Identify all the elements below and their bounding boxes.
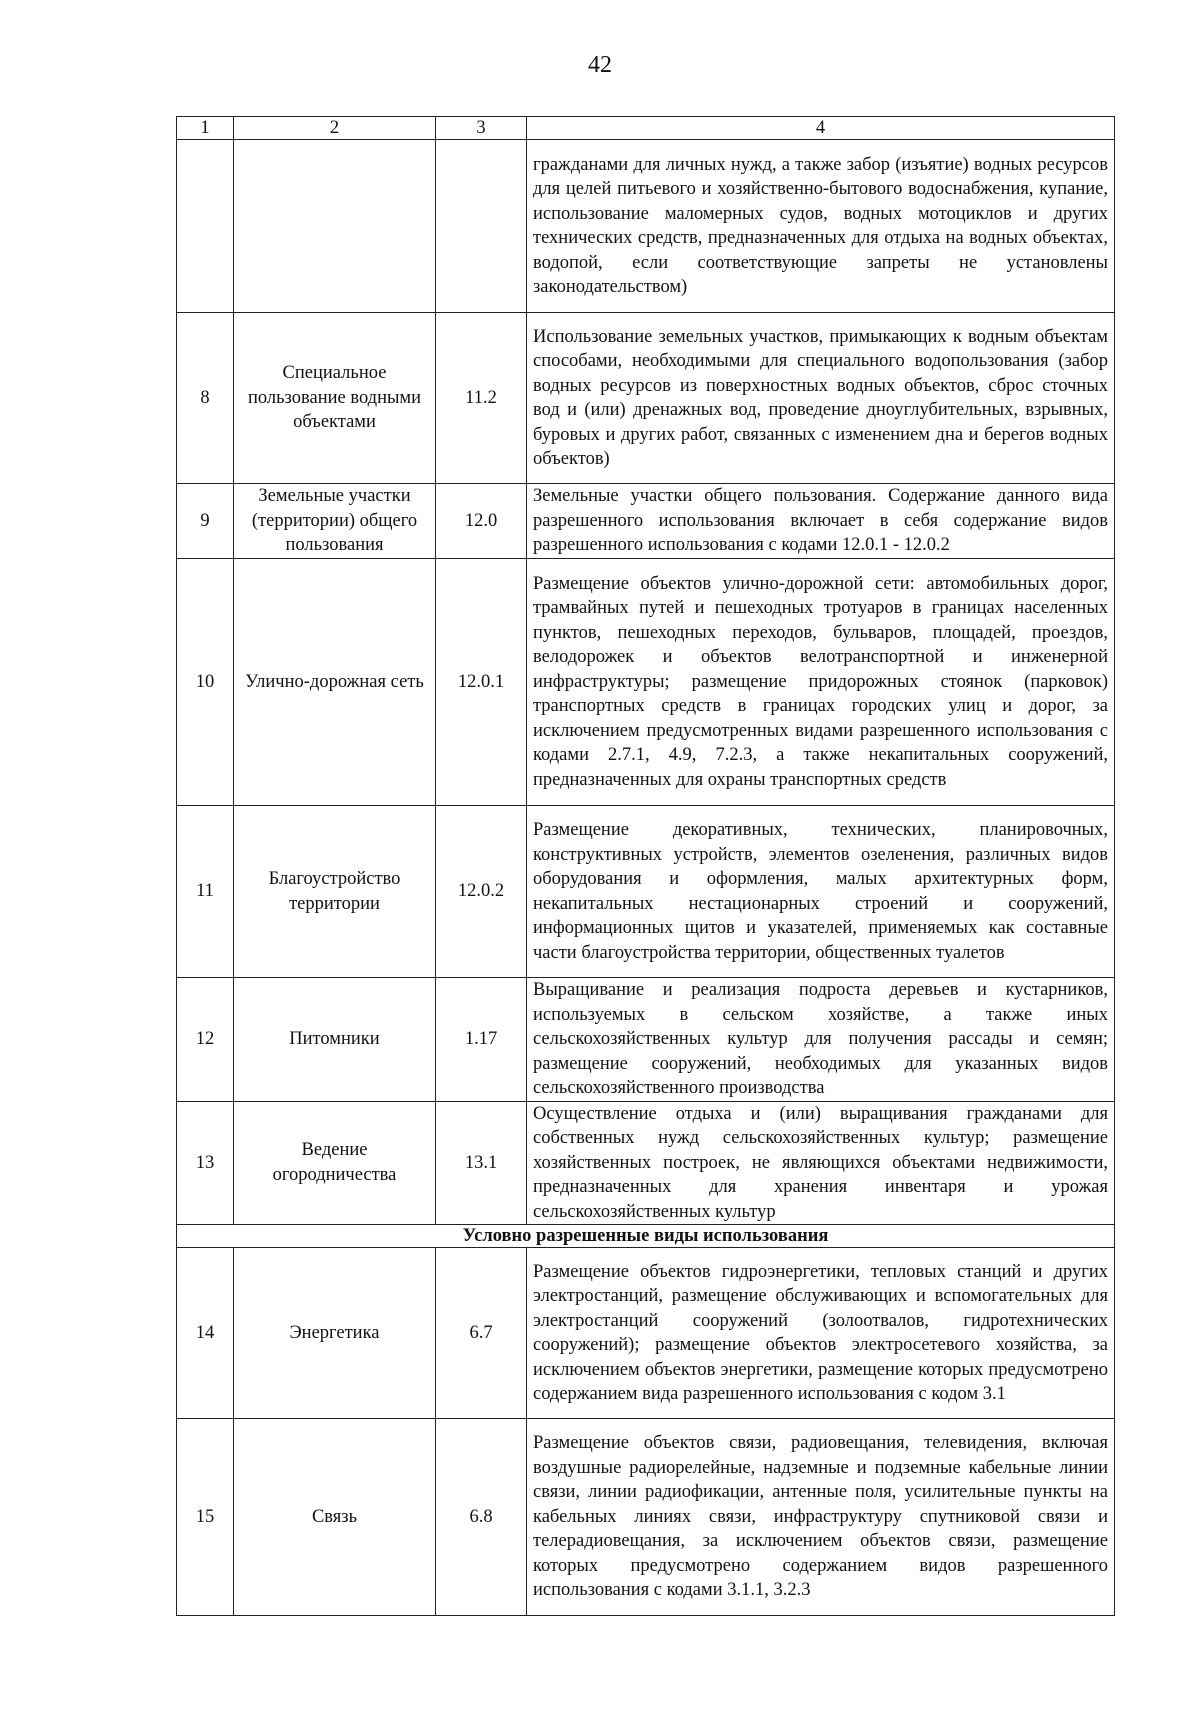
row-number: 10 (177, 559, 234, 806)
use-code: 1.17 (436, 978, 527, 1102)
table-row (177, 484, 1115, 559)
header-col-1: 1 (177, 117, 234, 140)
table-row (177, 140, 1115, 313)
table-row (177, 559, 1115, 806)
use-description: Осуществление отдыха и (или) выращивания гражданами для собственных нужд сельскохозяйственных культур; размещение хозяйственных построек, не являющихся объектами недвижимости, предназначенных для хранения инвентаря и урожая сельскохозяйственных культур (527, 1101, 1115, 1225)
table-row (177, 806, 1115, 978)
header-col-4: 4 (527, 117, 1115, 140)
row-number (177, 140, 234, 313)
use-code: 12.0.2 (436, 806, 527, 978)
row-number: 12 (177, 978, 234, 1102)
table-row (177, 978, 1115, 1102)
use-description: Размещение объектов связи, радиовещания, телевидения, включая воздушные радиорелейные, надземные и подземные кабельные линии связи, линии радиофикации, антенные поля, усилительные пункты на кабельных линиях связи, инфраструктуру спутниковой связи и телерадиовещания, за исключением объектов связи, размещение которых предусмотрено содержанием видов разрешенного использования с кодами 3.1.1, 3.2.3 (527, 1419, 1115, 1616)
use-name: Земельные участки (территории) общего пользования (234, 484, 436, 559)
use-code: 12.0.1 (436, 559, 527, 806)
use-name: Питомники (234, 978, 436, 1102)
table-row (177, 313, 1115, 484)
table-row (177, 1419, 1115, 1616)
use-code (436, 140, 527, 313)
header-col-3: 3 (436, 117, 527, 140)
use-code: 6.7 (436, 1248, 527, 1419)
use-description: Размещение объектов улично-дорожной сети: автомобильных дорог, трамвайных путей и пешеходных тротуаров в границах населенных пунктов, пешеходных переходов, бульваров, площадей, проездов, велодорожек и объектов велотранспортной и инженерной инфраструктуры; размещение придорожных стоянок (парковок) транспортных средств в границах городских улиц и дорог, за исключением предусмотренных видами разрешенного использования с кодами 2.7.1, 4.9, 7.2.3, а также некапитальных сооружений, предназначенных для охраны транспортных средств (527, 559, 1115, 806)
use-description: гражданами для личных нужд, а также забор (изъятие) водных ресурсов для целей питьевого и хозяйственно-бытового водоснабжения, купание, использование маломерных судов, водных мотоциклов и других технических средств, предназначенных для отдыха на водных объектах, водопой, если соответствующие запреты не установлены законодательством) (527, 140, 1115, 313)
table-row (177, 1248, 1115, 1419)
use-name: Улично-дорожная сеть (234, 559, 436, 806)
use-name: Специальное пользование водными объектами (234, 313, 436, 484)
use-name: Благоустройство территории (234, 806, 436, 978)
use-code: 12.0 (436, 484, 527, 559)
use-code: 6.8 (436, 1419, 527, 1616)
use-name (234, 140, 436, 313)
use-code: 13.1 (436, 1101, 527, 1225)
section-title: Условно разрешенные виды использования (177, 1225, 1115, 1248)
use-description: Размещение объектов гидроэнергетики, тепловых станций и других электростанций, размещение обслуживающих и вспомогательных для электростанций сооружений (золоотвалов, гидротехнических сооружений); размещение объектов электросетевого хозяйства, за исключением объектов энергетики, размещение которых предусмотрено содержанием вида разрешенного использования с кодом 3.1 (527, 1248, 1115, 1419)
row-number: 13 (177, 1101, 234, 1225)
row-number: 15 (177, 1419, 234, 1616)
page-number: 42 (588, 52, 612, 78)
use-description: Размещение декоративных, технических, планировочных, конструктивных устройств, элементов озеленения, различных видов оборудования и оформления, малых архитектурных форм, некапитальных нестационарных строений и сооружений, информационных щитов и указателей, применяемых как составные части благоустройства территории, общественных туалетов (527, 806, 1115, 978)
use-code: 11.2 (436, 313, 527, 484)
table-row (177, 1101, 1115, 1225)
land-use-table (176, 116, 1115, 1616)
use-description: Использование земельных участков, примыкающих к водным объектам способами, необходимыми для специального водопользования (забор водных ресурсов из поверхностных водных объектов, сброс сточных вод и (или) дренажных вод, проведение дноуглубительных, взрывных, буровых и других работ, связанных с изменением дна и берегов водных объектов) (527, 313, 1115, 484)
header-col-2: 2 (234, 117, 436, 140)
row-number: 14 (177, 1248, 234, 1419)
section-header-row (177, 1225, 1115, 1248)
row-number: 9 (177, 484, 234, 559)
table-header-row (177, 117, 1115, 140)
use-description: Выращивание и реализация подроста деревьев и кустарников, используемых в сельском хозяйстве, а также иных сельскохозяйственных культур для получения рассады и семян; размещение сооружений, необходимых для указанных видов сельскохозяйственного производства (527, 978, 1115, 1102)
use-name: Связь (234, 1419, 436, 1616)
row-number: 11 (177, 806, 234, 978)
use-description: Земельные участки общего пользования. Содержание данного вида разрешенного использования включает в себя содержание видов разрешенного использования с кодами 12.0.1 - 12.0.2 (527, 484, 1115, 559)
use-name: Энергетика (234, 1248, 436, 1419)
row-number: 8 (177, 313, 234, 484)
use-name: Ведение огородничества (234, 1101, 436, 1225)
